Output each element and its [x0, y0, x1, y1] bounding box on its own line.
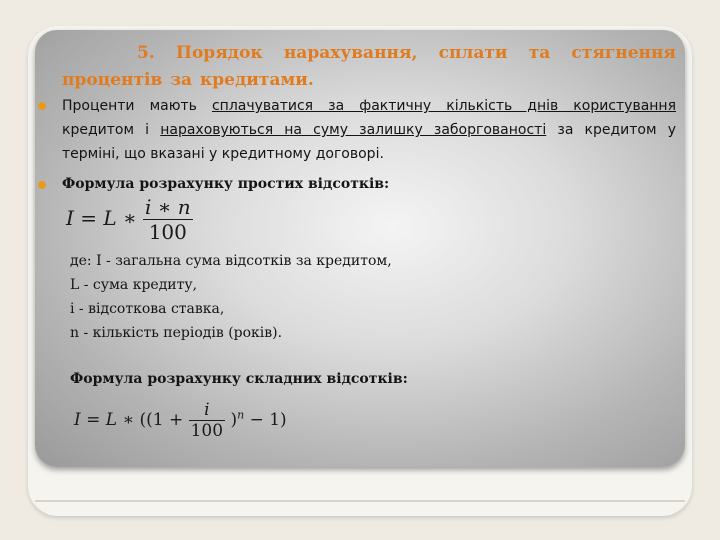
bullet1-text-1: Проценти мають: [62, 98, 212, 114]
simple-formula-heading: Формула розрахунку простих відсотків:: [62, 176, 390, 192]
simple-interest-formula: [66, 195, 193, 244]
legend-line: n - кількість періодів (років).: [70, 325, 283, 341]
fraction-numerator: i: [189, 400, 225, 421]
formula-L: L: [105, 410, 118, 430]
bullet-dot-icon: [38, 181, 46, 189]
legend-line: L - сума кредиту,: [70, 277, 198, 293]
formula-fraction: [189, 400, 225, 441]
variable-legend: [70, 249, 392, 345]
formula-close: ): [230, 410, 238, 430]
legend-line: де: І - загальна сума відсотків за кредитом,: [70, 253, 392, 269]
legend-line: і - відсоткова ставка,: [70, 301, 225, 317]
bullet-dot-icon: [38, 102, 46, 110]
fraction-denominator: 100: [190, 421, 224, 441]
formula-lhs: I: [74, 410, 81, 430]
slide-title: 5. Порядок нарахування, сплати та стягнення процентів за кредитами.: [62, 43, 676, 90]
formula-L: L: [103, 206, 117, 230]
bullet1-text-2: кредитом і: [62, 122, 161, 138]
formula-tail: − 1): [249, 410, 287, 430]
fraction-denominator: 100: [148, 220, 187, 244]
compound-interest-formula: [74, 400, 287, 441]
bullet1-text-3: за кредитом у терміні, що вказані у кредитному договорі.: [62, 122, 676, 162]
bullet1-underlined-2: нараховуються на суму залишку заборгованості: [160, 122, 547, 138]
formula-open: ((1 +: [139, 410, 184, 430]
formula-eq: =: [86, 410, 101, 430]
footer-divider: [35, 500, 685, 502]
formula-op: ∗: [123, 206, 137, 230]
bullet-paragraph-1: [62, 94, 676, 166]
formula-lhs: I: [66, 206, 74, 230]
formula-exponent: n: [237, 408, 245, 422]
compound-formula-heading: Формула розрахунку складних відсотків:: [70, 371, 408, 387]
formula-eq: =: [80, 206, 98, 230]
bullet1-underlined-1: сплачуватися за фактичну кількість днів користування: [211, 98, 677, 114]
formula-op: ∗: [122, 410, 135, 430]
formula-fraction: [143, 195, 193, 244]
fraction-numerator: i ∗ n: [144, 195, 191, 219]
